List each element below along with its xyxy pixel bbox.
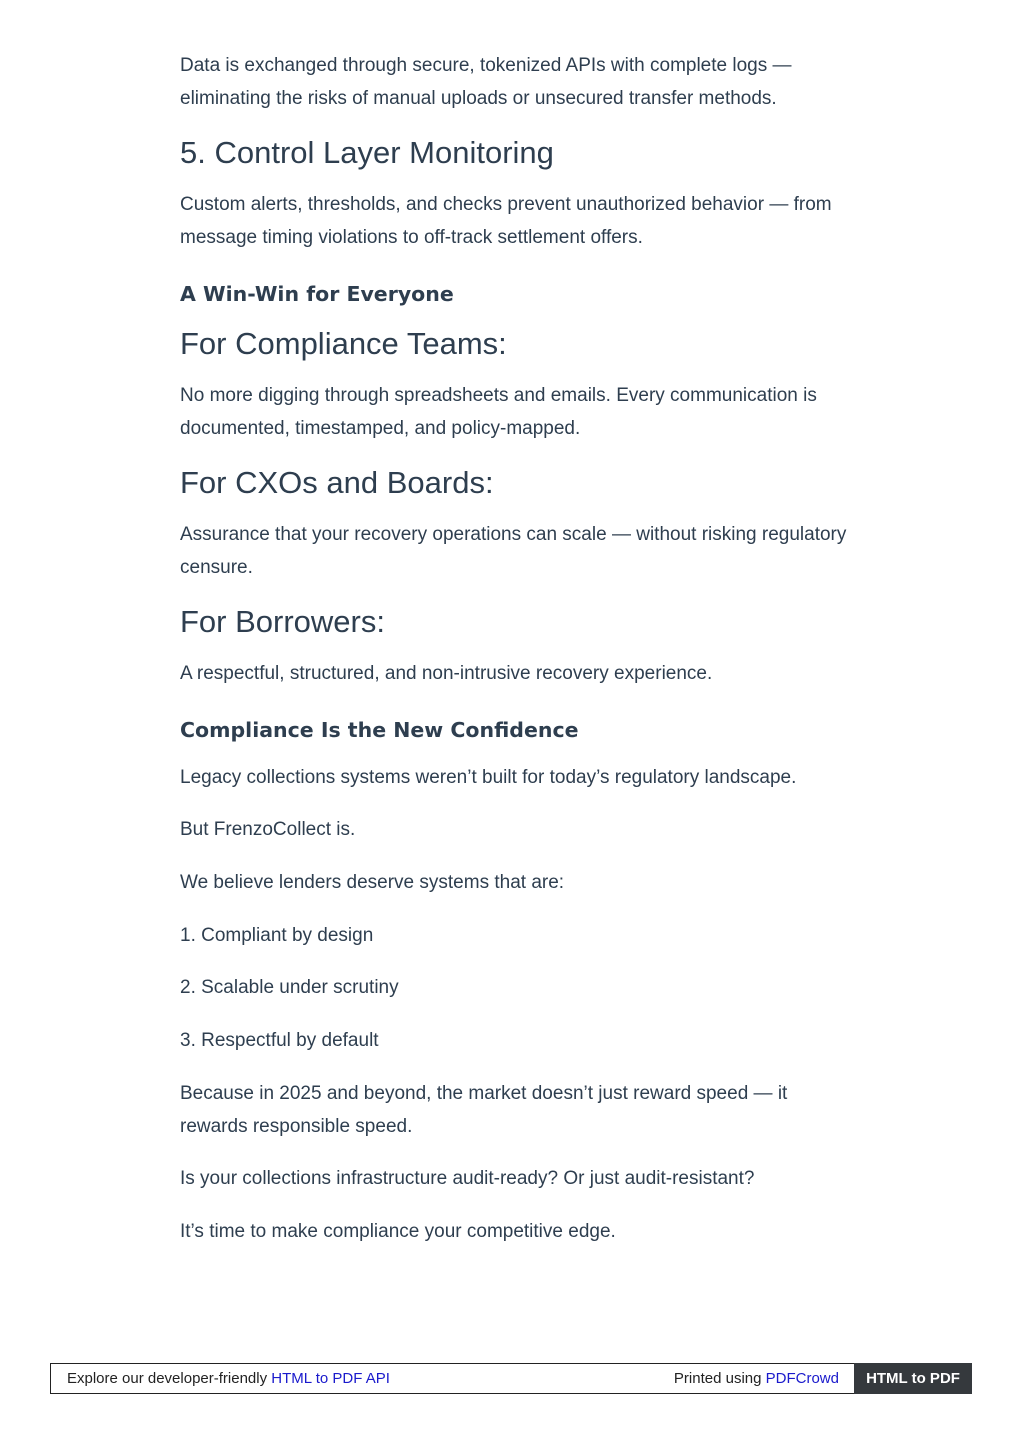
paragraph-control: Custom alerts, thresholds, and checks prevent unauthorized behavior — from message timing violations to off-track settlement offers. (180, 194, 832, 248)
footer-explore (67, 1370, 390, 1387)
footer-printed-text: Printed using (673, 1370, 766, 1387)
paragraph-but: But FrenzoCollect is. (180, 819, 356, 840)
html-to-pdf-api-link[interactable]: HTML to PDF API (271, 1370, 390, 1387)
footer-explore-text: Explore our developer-friendly (67, 1370, 272, 1387)
heading-compliance-teams: For Compliance Teams: (180, 326, 507, 361)
pdf-footer-bar (50, 1363, 972, 1394)
paragraph-because: Because in 2025 and beyond, the market doesn’t just reward speed — it rewards responsible speed. (180, 1083, 788, 1137)
heading-control-layer: 5. Control Layer Monitoring (180, 135, 554, 170)
paragraph-believe: We believe lenders deserve systems that are: (180, 872, 565, 893)
heading-win-win: A Win-Win for Everyone (180, 282, 454, 306)
list-item: 1. Compliant by design (180, 925, 374, 946)
heading-confidence: Compliance Is the New Confidence (180, 718, 579, 742)
paragraph-time: It’s time to make compliance your competitive edge. (180, 1221, 616, 1242)
paragraph-secure-apis: Data is exchanged through secure, tokenized APIs with complete logs — eliminating the risks of manual uploads or unsecured transfer methods. (180, 55, 792, 109)
heading-borrowers: For Borrowers: (180, 604, 385, 639)
pdfcrowd-link[interactable]: PDFCrowd (765, 1370, 839, 1387)
paragraph-compliance: No more digging through spreadsheets and emails. Every communication is documented, timestamped, and policy-mapped. (180, 385, 817, 439)
paragraph-question: Is your collections infrastructure audit-ready? Or just audit-resistant? (180, 1168, 755, 1189)
paragraph-legacy: Legacy collections systems weren’t built for today’s regulatory landscape. (180, 767, 797, 788)
html-to-pdf-button[interactable]: HTML to PDF (854, 1363, 972, 1394)
list-item: 3. Respectful by default (180, 1030, 379, 1051)
heading-cxos: For CXOs and Boards: (180, 465, 494, 500)
footer-printed (674, 1370, 839, 1387)
list-item: 2. Scalable under scrutiny (180, 977, 399, 998)
paragraph-borrowers: A respectful, structured, and non-intrusive recovery experience. (180, 663, 713, 684)
paragraph-cxos: Assurance that your recovery operations can scale — without risking regulatory censure. (180, 524, 847, 578)
